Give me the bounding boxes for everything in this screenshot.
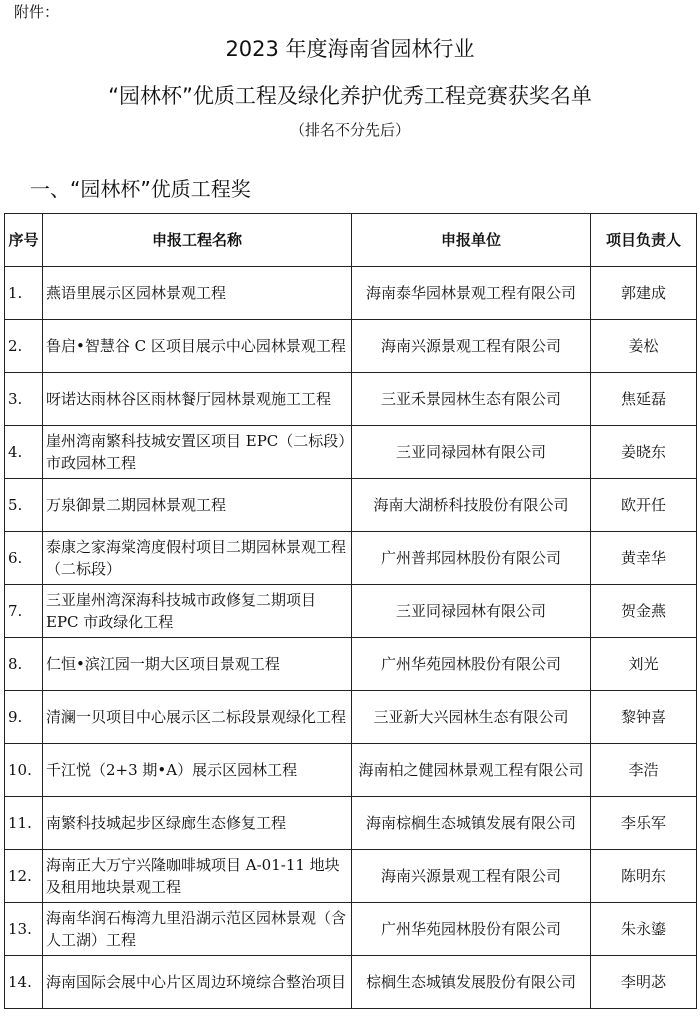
cell-number: 1.	[5, 267, 43, 320]
table-row	[5, 638, 697, 691]
table-header-row	[5, 214, 697, 267]
column-header-project: 申报工程名称	[43, 214, 352, 267]
table-row	[5, 585, 697, 638]
cell-project-leader: 郭建成	[591, 267, 697, 320]
cell-project-name: 海南国际会展中心片区周边环境综合整治项目	[43, 956, 352, 1009]
cell-project-leader: 李乐军	[591, 797, 697, 850]
table-row	[5, 956, 697, 1009]
cell-project-name: 鲁启•智慧谷 C 区项目展示中心园林景观工程	[43, 320, 352, 373]
cell-number: 6.	[5, 532, 43, 585]
cell-number: 5.	[5, 479, 43, 532]
cell-project-name: 千江悦（2+3 期•A）展示区园林工程	[43, 744, 352, 797]
cell-number: 7.	[5, 585, 43, 638]
cell-project-name: 燕语里展示区园林景观工程	[43, 267, 352, 320]
cell-number: 14.	[5, 956, 43, 1009]
cell-number: 3.	[5, 373, 43, 426]
cell-project-leader: 陈明东	[591, 850, 697, 903]
attachment-label: 附件：	[14, 3, 60, 21]
cell-number: 2.	[5, 320, 43, 373]
table-row	[5, 691, 697, 744]
table-body	[5, 267, 697, 1009]
cell-number: 8.	[5, 638, 43, 691]
cell-project-name: 泰康之家海棠湾度假村项目二期园林景观工程（二标段）	[43, 532, 352, 585]
cell-project-leader: 姜松	[591, 320, 697, 373]
cell-number: 4.	[5, 426, 43, 479]
cell-applicant-unit: 海南兴源景观工程有限公司	[352, 850, 591, 903]
cell-number: 10.	[5, 744, 43, 797]
cell-applicant-unit: 广州普邦园林股份有限公司	[352, 532, 591, 585]
section-heading: 一、“园林杯”优质工程奖	[30, 177, 251, 201]
column-header-unit: 申报单位	[352, 214, 591, 267]
cell-applicant-unit: 海南棕榈生态城镇发展有限公司	[352, 797, 591, 850]
table-row	[5, 267, 697, 320]
table-row	[5, 479, 697, 532]
cell-applicant-unit: 海南泰华园林景观工程有限公司	[352, 267, 591, 320]
cell-project-leader: 李浩	[591, 744, 697, 797]
cell-project-leader: 朱永鎏	[591, 903, 697, 956]
table-row	[5, 797, 697, 850]
cell-project-name: 仁恒•滨江园一期大区项目景观工程	[43, 638, 352, 691]
cell-project-leader: 焦延磊	[591, 373, 697, 426]
awards-table	[4, 213, 697, 1009]
column-header-no: 序号	[5, 214, 43, 267]
table-row	[5, 426, 697, 479]
document-title-line-2: “园林杯”优质工程及绿化养护优秀工程竞赛获奖名单	[108, 84, 592, 108]
cell-number: 12.	[5, 850, 43, 903]
table-row	[5, 744, 697, 797]
table-row	[5, 532, 697, 585]
cell-project-name: 海南华润石梅湾九里沿湖示范区园林景观（含人工湖）工程	[43, 903, 352, 956]
cell-project-leader: 刘光	[591, 638, 697, 691]
table-row	[5, 850, 697, 903]
cell-number: 9.	[5, 691, 43, 744]
cell-project-name: 海南正大万宁兴隆咖啡城项目 A-01-11 地块及租用地块景观工程	[43, 850, 352, 903]
cell-project-name: 南繁科技城起步区绿廊生态修复工程	[43, 797, 352, 850]
cell-project-leader: 欧开任	[591, 479, 697, 532]
cell-applicant-unit: 广州华苑园林股份有限公司	[352, 638, 591, 691]
table-row	[5, 903, 697, 956]
cell-applicant-unit: 海南柏之健园林景观工程有限公司	[352, 744, 591, 797]
document-subtitle: （排名不分先后）	[289, 121, 410, 139]
cell-applicant-unit: 三亚禾景园林生态有限公司	[352, 373, 591, 426]
cell-applicant-unit: 广州华苑园林股份有限公司	[352, 903, 591, 956]
cell-project-name: 万泉御景二期园林景观工程	[43, 479, 352, 532]
cell-applicant-unit: 海南兴源景观工程有限公司	[352, 320, 591, 373]
cell-project-name: 崖州湾南繁科技城安置区项目 EPC（二标段）市政园林工程	[43, 426, 352, 479]
cell-project-name: 三亚崖州湾深海科技城市政修复二期项目 EPC 市政绿化工程	[43, 585, 352, 638]
table-row	[5, 373, 697, 426]
cell-project-leader: 李明苾	[591, 956, 697, 1009]
column-header-person: 项目负责人	[591, 214, 697, 267]
cell-applicant-unit: 三亚同禄园林有限公司	[352, 585, 591, 638]
cell-applicant-unit: 三亚同禄园林有限公司	[352, 426, 591, 479]
cell-number: 13.	[5, 903, 43, 956]
cell-project-leader: 贺金燕	[591, 585, 697, 638]
cell-applicant-unit: 海南大湖桥科技股份有限公司	[352, 479, 591, 532]
document-title-line-1: 2023 年度海南省园林行业	[225, 37, 475, 61]
cell-project-name: 清澜一贝项目中心展示区二标段景观绿化工程	[43, 691, 352, 744]
cell-project-leader: 黎钟喜	[591, 691, 697, 744]
cell-applicant-unit: 三亚新大兴园林生态有限公司	[352, 691, 591, 744]
table-row	[5, 320, 697, 373]
cell-number: 11.	[5, 797, 43, 850]
cell-project-name: 呀诺达雨林谷区雨林餐厅园林景观施工工程	[43, 373, 352, 426]
cell-applicant-unit: 棕榈生态城镇发展股份有限公司	[352, 956, 591, 1009]
cell-project-leader: 黄幸华	[591, 532, 697, 585]
cell-project-leader: 姜晓东	[591, 426, 697, 479]
